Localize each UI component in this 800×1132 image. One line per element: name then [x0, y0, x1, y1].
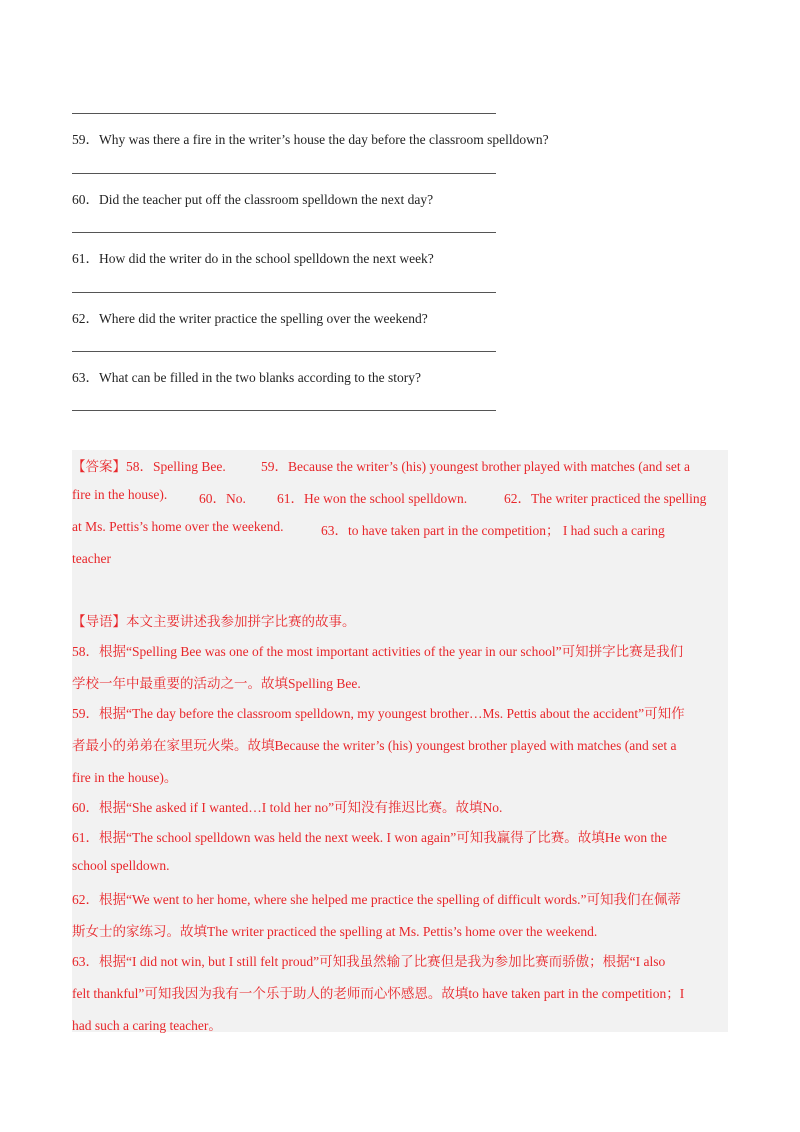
guide-line: school spelldown. [72, 858, 170, 873]
question-63: 63．What can be filled in the two blanks according to the story? [72, 370, 422, 385]
question-60: 60．Did the teacher put off the classroom spelldown the next day? [72, 192, 434, 207]
answer-63-second: teacher [72, 551, 111, 566]
question-text: Did the teacher put off the classroom spelldown the next day? [99, 192, 434, 207]
answer-line-62[interactable] [72, 351, 496, 352]
question-59: 59．Why was there a fire in the writer’s house the day before the classroom spelldown? [72, 132, 549, 147]
answer-59-second: fire in the house). [72, 487, 168, 502]
guide-line: fire in the house)。 [72, 770, 178, 785]
answer-line-1 [72, 455, 226, 475]
question-number: 60 [72, 192, 86, 207]
answer-62-second: at Ms. Pettis’s home over the weekend. [72, 519, 284, 534]
guide-line: felt thankful”可知我因为我有一个乐于助人的老师而心怀感恩。故填to have taken part in the competition；I [72, 986, 685, 1001]
answer-63-first: 63．to have taken part in the competition； I had such a caring [321, 523, 665, 538]
guide-line: 61．根据“The school spelldown was held the next week. I won again”可知我赢得了比赛。故填He won the [72, 830, 668, 845]
answer-line-61[interactable] [72, 292, 496, 293]
guide-line: 62．根据“We went to her home, where she helped me practice the spelling of difficult words.”可知我们在佩蒂 [72, 892, 682, 907]
answer-60: 60．No. [199, 491, 246, 506]
question-text: Where did the writer practice the spelling over the weekend? [99, 311, 428, 326]
answer-line-59[interactable] [72, 173, 496, 174]
answer-line-60[interactable] [72, 232, 496, 233]
answer-line-63[interactable] [72, 410, 496, 411]
question-number: 59 [72, 132, 86, 147]
question-61: 61．How did the writer do in the school spelldown the next week? [72, 251, 434, 266]
question-text: How did the writer do in the school spelldown the next week? [99, 251, 434, 266]
guide-line: 60．根据“She asked if I wanted…I told her no”可知没有推迟比赛。故填No. [72, 800, 503, 815]
answer-tag: 【答案】 [72, 459, 126, 474]
answer-59-first: 59．Because the writer’s (his) youngest brother played with matches (and set a [261, 459, 691, 474]
guide-line: 59．根据“The day before the classroom spelldown, my youngest brother…Ms. Pettis about the accident”可知作 [72, 706, 685, 721]
question-text: What can be filled in the two blanks according to the story? [99, 370, 422, 385]
question-number: 63 [72, 370, 86, 385]
guide-line: 斯女士的家练习。故填The writer practiced the spelling at Ms. Pettis’s home over the weekend. [72, 924, 598, 939]
guide-line: 58．根据“Spelling Bee was one of the most important activities of the year in our school”可知拼字比赛是我们 [72, 644, 684, 659]
answer-61: 61．He won the school spelldown. [277, 491, 468, 506]
answer-58: 58．Spelling Bee. [126, 459, 226, 474]
guide-intro: 【导语】本文主要讲述我参加拼字比赛的故事。 [72, 614, 356, 629]
guide-line: 学校一年中最重要的活动之一。故填Spelling Bee. [72, 676, 361, 691]
answer-line-58[interactable] [72, 113, 496, 114]
question-text: Why was there a fire in the writer’s house the day before the classroom spelldown? [99, 132, 549, 147]
question-62: 62．Where did the writer practice the spelling over the weekend? [72, 311, 428, 326]
question-number: 61 [72, 251, 86, 266]
guide-line: 者最小的弟弟在家里玩火柴。故填Because the writer’s (his) youngest brother played with matches (and set a [72, 738, 677, 753]
answer-62-first: 62．The writer practiced the spelling [504, 491, 707, 506]
question-number: 62 [72, 311, 86, 326]
guide-line: had such a caring teacher。 [72, 1018, 222, 1033]
guide-line: 63．根据“I did not win, but I still felt proud”可知我虽然输了比赛但是我为参加比赛而骄傲；根据“I also [72, 954, 666, 969]
